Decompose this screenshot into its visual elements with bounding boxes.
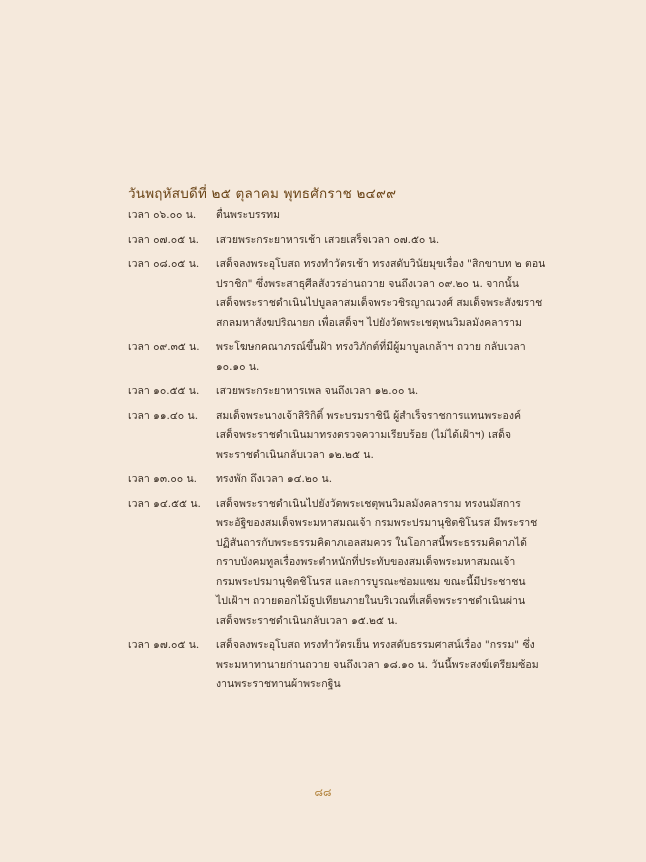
schedule-list: [128, 206, 546, 700]
entry-time: เวลา ๐๙.๓๕ น.: [128, 341, 200, 353]
entry-text-line: กรมพระปรมานุชิตชิโนรส และการบูรณะซ่อมแซม ขณะนี้มีประชาชน: [216, 575, 526, 588]
entry-text-line: พระอัฐิของสมเด็จพระมหาสมณเจ้า กรมพระปรมานุชิตชิโนรส มีพระราช: [216, 517, 538, 529]
entry-time: เวลา ๑๓.๐๐ น.: [128, 473, 198, 485]
entry-text-line: สมเด็จพระนางเจ้าสิริกิติ์ พระบรมราชินี ผู้สำเร็จราชการแทนพระองค์: [216, 409, 522, 422]
entry-text-line: พระราชดำเนินกลับเวลา ๑๒.๒๕ น.: [216, 448, 374, 461]
entry-text-line: พระโฆษกคณาภรณ์ขึ้นฝ้า ทรงวิภักต์ที่มีผู้มาบูลเกล้าฯ ถวาย กลับเวลา: [216, 341, 526, 353]
entry-text-line: ปราชิก" ซึ่งพระสาธุศีลสังวรอ่านถวาย จนถึงเวลา ๐๙.๒๐ น. จากนั้น: [216, 277, 519, 290]
schedule-entry: [128, 470, 528, 490]
schedule-entry: [128, 382, 528, 402]
schedule-entry: [128, 636, 539, 695]
entry-text-line: ตื่นพระบรรทม: [216, 209, 280, 221]
schedule-entry: [128, 407, 528, 466]
entry-time: เวลา ๑๗.๐๕ น.: [128, 639, 200, 651]
schedule-entry: [128, 255, 546, 333]
entry-text-line: เสด็จพระราชดำเนินไปบูลลาสมเด็จพระวชิรญาณวงศ์ สมเด็จพระสังฆราช: [216, 297, 543, 309]
entry-text-line: ทรงพัก ถึงเวลา ๑๔.๒๐ น.: [216, 473, 333, 485]
schedule-entry: [128, 338, 528, 377]
entry-text-line: เสด็จพระราชดำเนินกลับเวลา ๑๕.๒๕ น.: [216, 614, 398, 627]
schedule-entry: [128, 206, 528, 226]
entry-text-line: เสด็จลงพระอุโบสถ ทรงทำวัตรเช้า ทรงสดับวินัยมุขเรื่อง "สิกขาบท ๒ ตอน: [216, 258, 546, 270]
entry-time: เวลา ๐๘.๐๕ น.: [128, 258, 200, 270]
entry-text-line: เสวยพระกระยาหารเพล จนถึงเวลา ๑๒.๐๐ น.: [216, 385, 419, 397]
schedule-entry: [128, 495, 538, 632]
schedule-entry: [128, 231, 528, 251]
entry-time: เวลา ๐๗.๐๕ น.: [128, 233, 200, 246]
entry-text-line: สกลมหาสังฆปริณายก เพื่อเสด็จฯ ไปยังวัดพระเชตุพนวิมลมังคลาราม: [216, 316, 522, 329]
entry-text-line: พระมหาทานายก่านถวาย จนถึงเวลา ๑๘.๑๐ น. วันนี้พระสงฆ์เตรียมซ้อม: [216, 658, 539, 671]
entry-time: เวลา ๑๔.๕๕ น.: [128, 497, 201, 510]
entry-time: เวลา ๐๖.๐๐ น.: [128, 209, 197, 221]
entry-time: เวลา ๑๐.๕๕ น.: [128, 385, 200, 397]
entry-text-line: กราบบังคมทูลเรื่องพระตำหนักที่ประทับของสมเด็จพระมหาสมณเจ้า: [216, 556, 516, 568]
entry-text-line: ปฏิสันถารกับพระธรรมคิดาภเอลสมควร ในโอกาสนี้พระธรรมคิดาภได้: [216, 536, 527, 549]
entry-text-line: งานพระราชทานผ้าพระกฐิน: [216, 678, 341, 690]
entry-text-line: ๑๐.๑๐ น.: [216, 360, 260, 373]
entry-text-line: เสด็จลงพระอุโบสถ ทรงทำวัตรเย็น ทรงสดับธรรมศาสน์เรื่อง "กรรม" ซึ่ง: [216, 639, 535, 651]
entry-time: เวลา ๑๑.๔๐ น.: [128, 409, 199, 422]
entry-text-line: เสด็จพระราชดำเนินไปยังวัดพระเชตุพนวิมลมังคลาราม ทรงนมัสการ: [216, 497, 521, 510]
day-heading: วันพฤหัสบดีที่ ๒๕ ตุลาคม พุทธศักราช ๒๔๙๙: [128, 186, 397, 202]
entry-text-line: เสด็จพระราชดำเนินมาทรงตรวจความเรียบร้อย (ไม่ได้เฝ้าฯ) เสด็จ: [216, 429, 512, 441]
entry-text-line: เสวยพระกระยาหารเช้า เสวยเสร็จเวลา ๐๗.๕๐ น.: [216, 233, 440, 246]
page-number: ๘๘: [314, 786, 332, 799]
entry-text-line: ไปเฝ้าฯ ถวายดอกไม้ธูปเทียนภายในบริเวณที่เสด็จพระราชดำเนินผ่าน: [216, 595, 526, 607]
